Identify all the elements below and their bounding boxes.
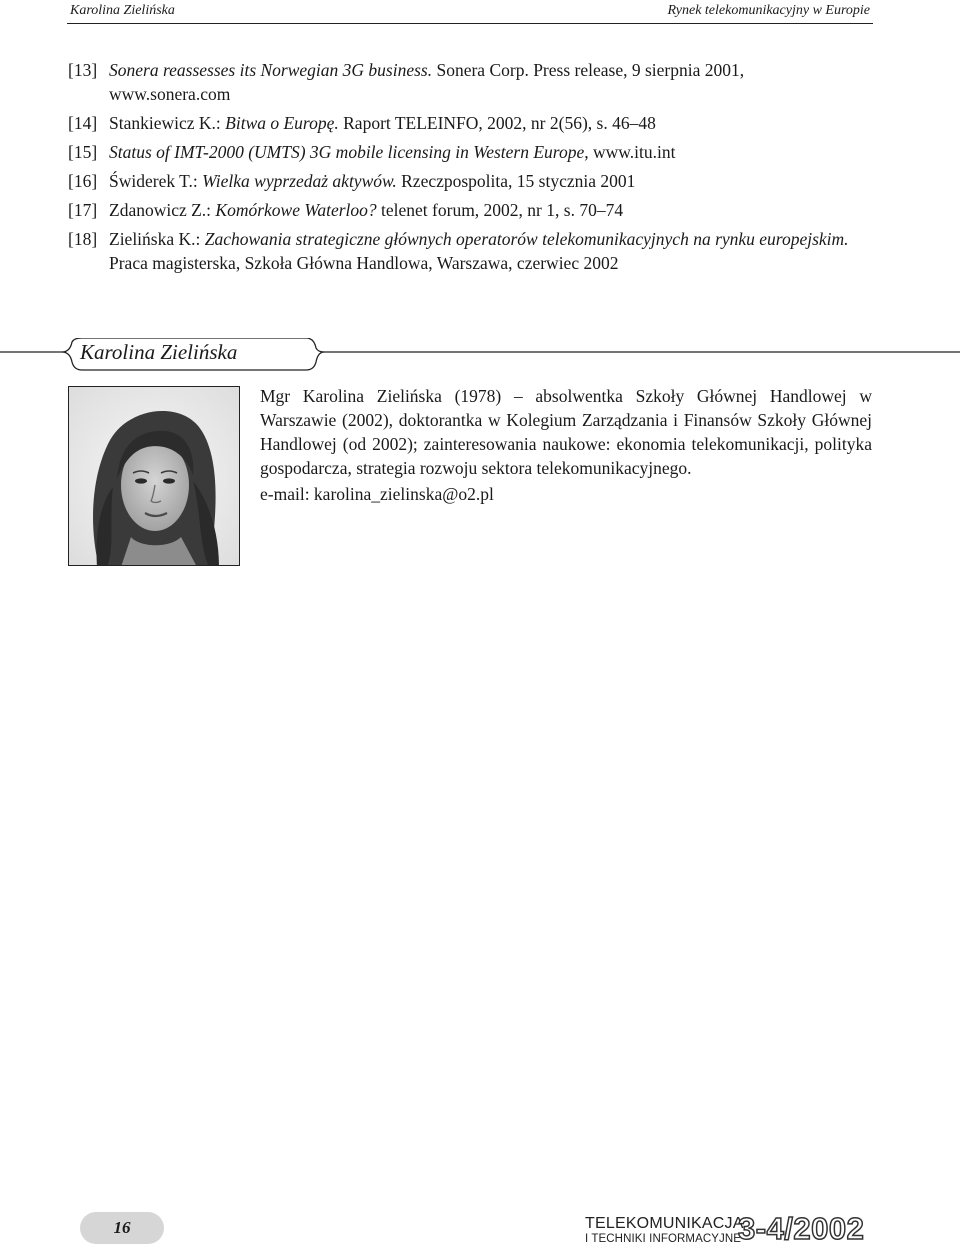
reference-item <box>68 58 868 106</box>
author-heading <box>0 338 960 372</box>
header-author: Karolina Zielińska <box>70 3 175 18</box>
issue-number: 3-4/2002 <box>738 1211 865 1246</box>
reference-source: Rzeczpospolita, 15 stycznia 2001 <box>396 171 636 191</box>
journal-name <box>585 1216 744 1246</box>
reference-source: Raport TELEINFO, 2002, nr 2(56), s. 46–48 <box>338 113 656 133</box>
reference-title: Sonera reassesses its Norwegian 3G business. <box>109 60 433 80</box>
header-rule <box>67 23 873 24</box>
reference-source: , www.itu.int <box>584 142 676 162</box>
reference-source: telenet forum, 2002, nr 1, s. 70–74 <box>376 200 624 220</box>
reference-item <box>68 140 868 164</box>
journal-name-line2: I TECHNIKI INFORMACYJNE <box>585 1233 742 1245</box>
reference-number: [15] <box>68 142 98 162</box>
author-photo <box>68 386 240 566</box>
reference-author: Zdanowicz Z.: <box>109 200 216 220</box>
page-number: 16 <box>80 1212 164 1244</box>
reference-title: Bitwa o Europę. <box>225 113 339 133</box>
reference-item <box>68 169 868 193</box>
reference-source: Praca magisterska, Szkoła Główna Handlowa, Warszawa, czerwiec 2002 <box>109 253 619 273</box>
reference-item <box>68 111 868 135</box>
reference-author: Zielińska K.: <box>109 229 205 249</box>
reference-number: [13] <box>68 60 98 80</box>
reference-author: Świderek T.: <box>109 171 203 191</box>
author-bio-text: Mgr Karolina Zielińska (1978) – absolwentka Szkoły Głównej Handlowej w Warszawie (2002), doktorantka w Kolegium Zarządzania i Finansów Szkoły Głównej Handlowej (od 2002); zainteresowania naukowe: ekonomia telekomunikacji, polityka gospodarcza, strategia rozwoju sektora telekomunikacyjnego. <box>260 386 872 478</box>
reference-number: [17] <box>68 200 98 220</box>
reference-source: Sonera Corp. Press release, 9 sierpnia 2001, www.sonera.com <box>109 60 745 104</box>
author-bio <box>260 384 872 506</box>
reference-title: Zachowania strategiczne głównych operatorów telekomunikacyjnych na rynku europejskim. <box>204 229 849 249</box>
reference-item <box>68 227 868 275</box>
journal-name-line1: TELEKOMUNIKACJA <box>585 1215 744 1232</box>
reference-title: Wielka wyprzedaż aktywów. <box>202 171 397 191</box>
reference-number: [18] <box>68 229 98 249</box>
reference-title: Komórkowe Waterloo? <box>215 200 377 220</box>
reference-author: Stankiewicz K.: <box>109 113 226 133</box>
reference-list <box>68 58 868 280</box>
reference-number: [16] <box>68 171 98 191</box>
header-article-title: Rynek telekomunikacyjny w Europie <box>667 3 870 18</box>
author-email[interactable]: e-mail: karolina_zielinska@o2.pl <box>260 484 494 504</box>
reference-number: [14] <box>68 113 98 133</box>
author-name-heading: Karolina Zielińska <box>80 340 238 364</box>
reference-title: Status of IMT-2000 (UMTS) 3G mobile licensing in Western Europe <box>109 142 585 162</box>
page-footer <box>0 1208 960 1248</box>
reference-item <box>68 198 868 222</box>
